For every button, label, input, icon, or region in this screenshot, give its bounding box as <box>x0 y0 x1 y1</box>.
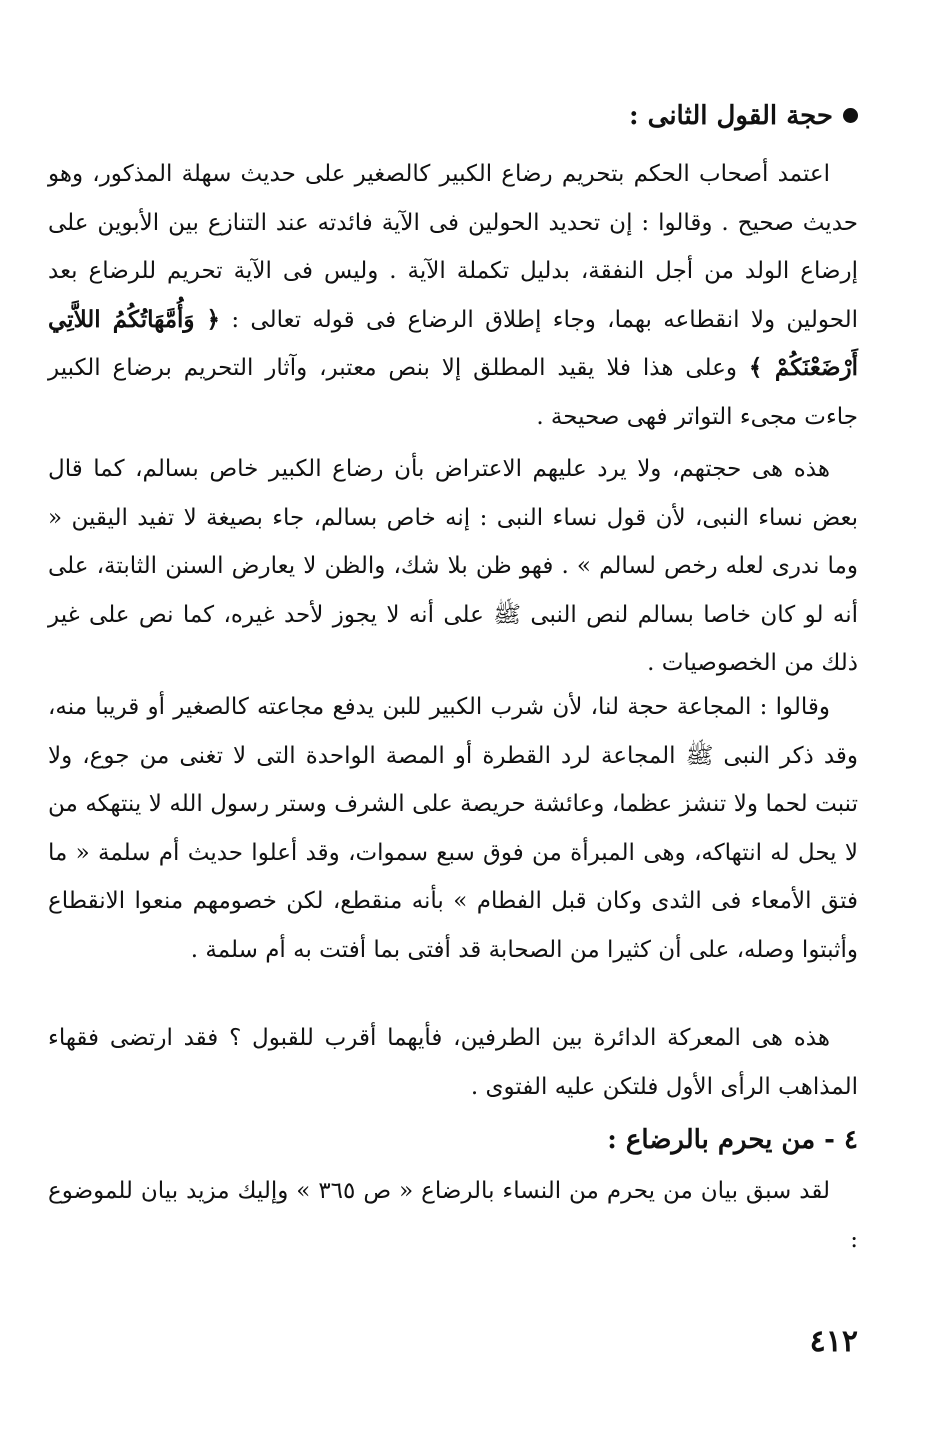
paragraph-3: وقالوا : المجاعة حجة لنا، لأن شرب الكبير للبن يدفع مجاعته كالصغير أو قريبا منه، وقد ذكر النبى ﷺ المجاعة لرد القطرة أو المصة الواحدة التى لا تغنى من جوع، ولا تنبت لحما ولا تنشز عظما، وعائشة حريصة على الشرف وستر رسول الله لا ينتهكه من لا يحل له انتهاكه، وهى المبرأة من فوق سبع سموات، وقد أعلوا حديث أم سلمة « ما فتق الأمعاء فى الثدى وكان قبل الفطام » بأنه منقطع، لكن خصومهم منعوا الانقطاع وأثبتوا وصله، على أن كثيرا من الصحابة قد أفتى بما أفتت به أم سلمة . <box>48 694 858 963</box>
paragraph-2: هذه هى حجتهم، ولا يرد عليهم الاعتراض بأن رضاع الكبير خاص بسالم، كما قال بعض نساء النبى، لأن قول نساء النبى : إنه خاص بسالم، جاء بصيغة لا تفيد اليقين « وما ندرى لعله رخص لسالم » . فهو ظن بلا شك، والظن لا يعارض السنن الثابتة، على أنه لو كان خاصا بسالم لنص النبى ﷺ على أنه لا يجوز لأحد غيره، كما نص على غير ذلك من الخصوصيات . <box>48 456 858 676</box>
section-heading-4: ٤ - من يحرم بالرضاع : <box>607 1125 858 1155</box>
heading-text: حجة القول الثانى : <box>629 101 833 131</box>
bullet-icon <box>843 108 858 123</box>
paragraph-1 <box>48 150 858 441</box>
page-number: ٤١٢ <box>809 1324 858 1359</box>
paragraph-1-text-after: وعلى هذا فلا يقيد المطلق إلا بنص معتبر، وآثار التحريم برضاع الكبير جاءت مجىء التواتر فهى صحيحة . <box>48 355 858 430</box>
paragraph-4: هذه هى المعركة الدائرة بين الطرفين، فأيهما أقرب للقبول ؟ فقد ارتضى فقهاء المذاهب الرأى الأول فلتكن عليه الفتوى . <box>48 1025 858 1100</box>
quran-verse: ﴿ وَأُمَّهَاتُكُمُ اللاَّتِي أَرْضَعْنَكُمْ ﴾ <box>48 305 858 381</box>
section-heading-second-opinion <box>98 96 858 136</box>
paragraph-1-text-before: اعتمد أصحاب الحكم بتحريم رضاع الكبير كالصغير على حديث سهلة المذكور، وهو حديث صحيح . وقالوا : إن تحديد الحولين فى الآية فائدته عند التنازع بين الأبوين على إرضاع الولد من أجل النفقة، بدليل تكملة الآية . وليس فى الآية تحريم للرضاع بعد الحولين ولا انقطاعه بهما، وجاء إطلاق الرضاع فى قوله تعالى : <box>48 161 859 333</box>
paragraph-5: لقد سبق بيان من يحرم من النساء بالرضاع « ص ٣٦٥ » وإليك مزيد بيان للموضوع : <box>48 1178 858 1253</box>
